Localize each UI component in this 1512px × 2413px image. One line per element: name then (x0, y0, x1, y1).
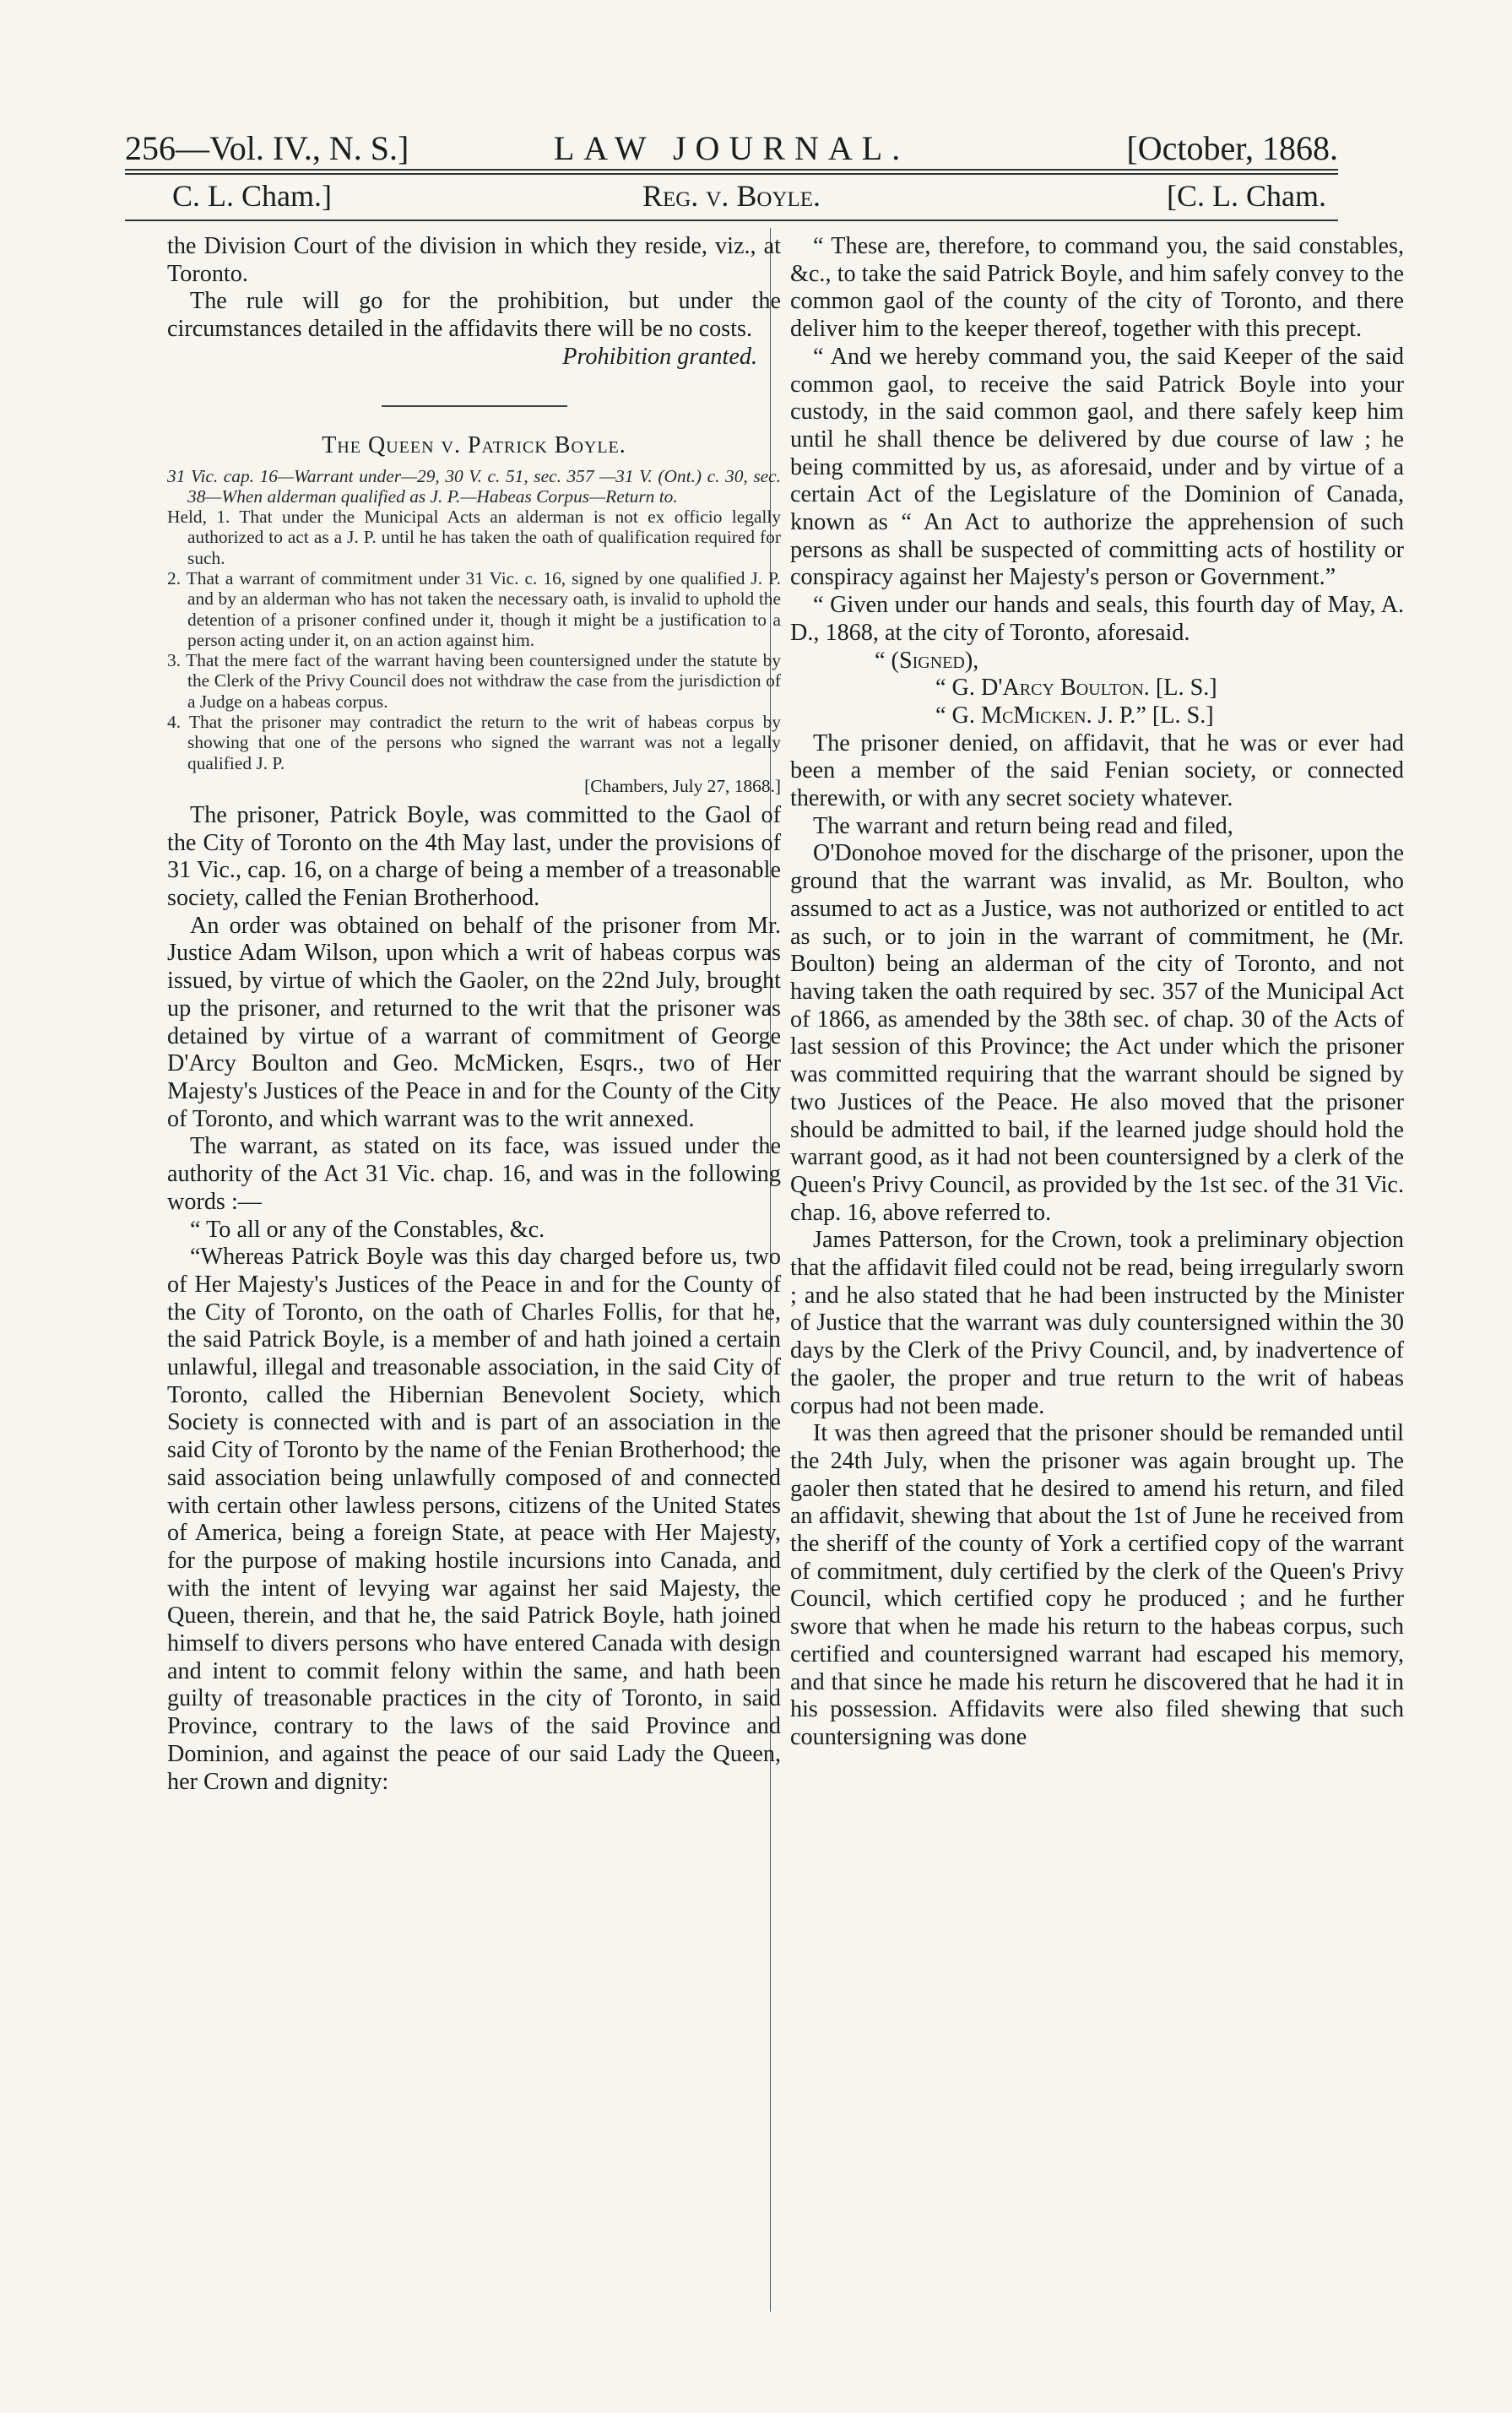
case-title: The Queen v. Patrick Boyle. (322, 431, 626, 458)
body-paragraph: The prisoner, Patrick Boyle, was committed to the Gaol of the City of Toronto on the 4th May last, under the provisions of 31 Vic., cap. 16, on a charge of being a member of a treasonable society, called the Fenian Brotherhood. (167, 801, 781, 912)
signed-label: “ (Signed), (875, 647, 979, 674)
body-paragraph: The warrant and return being read and filed, (813, 812, 1233, 839)
issue-date: [October, 1868. (1126, 129, 1338, 167)
running-head (125, 127, 1338, 171)
body-paragraph: The warrant, as stated on its face, was issued under the authority of the Act 31 Vic. chap. 16, and was in the following words :— (167, 1133, 781, 1215)
right-column (790, 233, 1404, 1752)
body-paragraph: The prisoner denied, on affidavit, that he was or ever had been a member of the said Fenian society, or connected therewith, or with any secret society whatever. (790, 729, 1404, 812)
signature-mcmicken: “ G. McMicken. J. P.” [L. S.] (935, 702, 1214, 729)
body-paragraph: “Whereas Patrick Boyle was this day charged before us, two of Her Majesty's Justices of the Peace in and for the County of the City of Toronto, on the oath of Charles Follis, for that he, the said Patrick Boyle, is a member of and hath joined a certain unlawful, illegal and treasonable association, in the said City of Toronto, called the Hibernian Benevolent Society, which Society is connected with and is part of an association in the said City of Toronto by the name of the Fenian Brotherhood; the said association being unlawfully composed of and connected with certain other lawless persons, citizens of the United States of America, being a foreign State, at peace with Her Majesty, for the purpose of making hostile incursions into Canada, and with the intent of levying war against her said Majesty, the Queen, therein, and that he, the said Patrick Boyle, hath joined himself to divers persons who have entered Canada with design and intent to commit felony within the same, and hath been guilty of treasonable practices in the city of Toronto, in said Province, contrary to the laws of the said Province and Dominion, and against the peace of our said Lady the Queen, her Crown and dignity: (167, 1244, 781, 1795)
body-paragraph: It was then agreed that the prisoner should be remanded until the 24th July, when the prisoner was again brought up. The gaoler then stated that he desired to amend his return, and filed an affidavit, shewing that about the 1st of June he received from the sheriff of the county of York a certified copy of the warrant of commitment, duly certified by the clerk of the Queen's Privy Council, which certified copy he produced ; and he further swore that when he made his return to the habeas corpus, such certified and countersigned warrant had escaped his memory, and that since he made his return he discovered that he had it in his possession. Affidavits were also filed shewing that such countersigning was done (790, 1420, 1404, 1750)
held-item: Held, 1. That under the Municipal Acts an alderman is not ex officio legally authorized to act as a J. P. until he has taken the oath of qualification required for such. (167, 507, 781, 568)
held-item: 3. That the mere fact of the warrant having been countersigned under the statute by the Clerk of the Privy Council does not withdraw the case from the jurisdiction of a Judge on a habeas corpus. (167, 650, 781, 712)
body-paragraph: An order was obtained on behalf of the prisoner from Mr. Justice Adam Wilson, upon which a writ of habeas corpus was issued, by virtue of which the Gaoler, on the 22nd July, brought up the prisoner, and returned to the writ that the prisoner was detained by virtue of a warrant of commitment of George D'Arcy Boulton and Geo. McMicken, Esqrs., two of Her Majesty's Justices of the Peace in and for the County of the City of Toronto, and which warrant was to the writ annexed. (167, 912, 781, 1132)
body-paragraph: O'Donohoe moved for the discharge of the prisoner, upon the ground that the warrant was invalid, as Mr. Boulton, who assumed to act as a Justice, was not authorized or entitled to act as such, or to join in the warrant of commitment, he (Mr. Boulton) being an alderman of the city of Toronto, and not having taken the oath required by sec. 357 of the Municipal Act of 1866, as amended by the 38th sec. of chap. 30 of the Acts of last session of this Province; the Act under which the prisoner was committed requiring that the warrant should be signed by two Justices of the Peace. He also moved that the prisoner should be admitted to bail, if the learned judge should hold the warrant good, as it had not been countersigned by a clerk of the Queen's Privy Council, as provided by the 1st sec. of the 31 Vic. chap. 16, above referred to. (790, 840, 1404, 1226)
intro-paragraph: The rule will go for the prohibition, but under the circumstances detailed in the affidavits there will be no costs. (167, 288, 781, 343)
warrant-paragraph: “ These are, therefore, to command you, the said constables, &c., to take the said Patrick Boyle, and him safely convey to the common gaol of the county of the city of Toronto, and there deliver him to the keeper thereof, together with this precept. (790, 233, 1404, 343)
held-list (167, 507, 781, 773)
header-rule-top (125, 169, 1338, 171)
chambers-date: [Chambers, July 27, 1868.] (584, 775, 781, 796)
court-label-left: C. L. Cham.] (172, 179, 332, 213)
intro-paragraph: the Division Court of the division in which they reside, viz., at Toronto. (167, 233, 781, 287)
case-separator (382, 405, 567, 407)
warrant-paragraph: “ Given under our hands and seals, this fourth day of May, A. D., 1868, at the city of Toronto, aforesaid. (790, 592, 1404, 646)
body-paragraph: James Patterson, for the Crown, took a preliminary objection that the affidavit filed could not be read, being irregularly sworn ; and he also stated that he had been instructed by the Minister of Justice that the warrant was duly countersigned within the 30 days by the Clerk of the Privy Council, and, by inadvertence of the gaoler, the proper and true return to the writ of habeas corpus had not been made. (790, 1227, 1404, 1419)
court-label-right: [C. L. Cham. (1167, 179, 1326, 213)
case-name-header: Reg. v. Boyle. (642, 179, 821, 213)
held-item: 4. That the prisoner may contradict the return to the writ of habeas corpus by showing that one of the persons who signed the warrant was not a legally qualified J. P. (167, 712, 781, 773)
case-subheader (125, 174, 1338, 218)
subheader-rule (125, 220, 1338, 221)
signature-boulton: “ G. D'Arcy Boulton. [L. S.] (935, 675, 1217, 702)
left-column (167, 233, 781, 1796)
journal-title: LAW JOURNAL. (553, 129, 910, 167)
warrant-paragraph: “ And we hereby command you, the said Keeper of the said common gaol, to receive the said Patrick Boyle into your custody, in the said common gaol, and there safely keep him until he shall thence be delivered by due course of law ; he being committed by us, as aforesaid, under and by virtue of a certain Act of the Legislature of the Dominion of Canada, known as “ An Act to authorize the apprehension of such persons as shall be suspected of committing acts of hostility or conspiracy against her Majesty's person or Government.” (790, 343, 1404, 591)
held-item: 2. That a warrant of commitment under 31 Vic. c. 16, signed by one qualified J. P. and by an alderman who has not taken the necessary oath, is invalid to uphold the detention of a prisoner confined under it, though it might be a justification to a person acting under it, on an action against him. (167, 568, 781, 650)
headnote: 31 Vic. cap. 16—Warrant under—29, 30 V. c. 51, sec. 357 —31 V. (Ont.) c. 30, sec. 38—When alderman qualified as J. P.—Habeas Corpus—Return to. (167, 465, 781, 507)
page-volume-label: 256—Vol. IV., N. S.] (125, 129, 409, 167)
body-paragraph: “ To all or any of the Constables, &c. (190, 1216, 545, 1243)
prohibition-granted: Prohibition granted. (562, 343, 757, 370)
